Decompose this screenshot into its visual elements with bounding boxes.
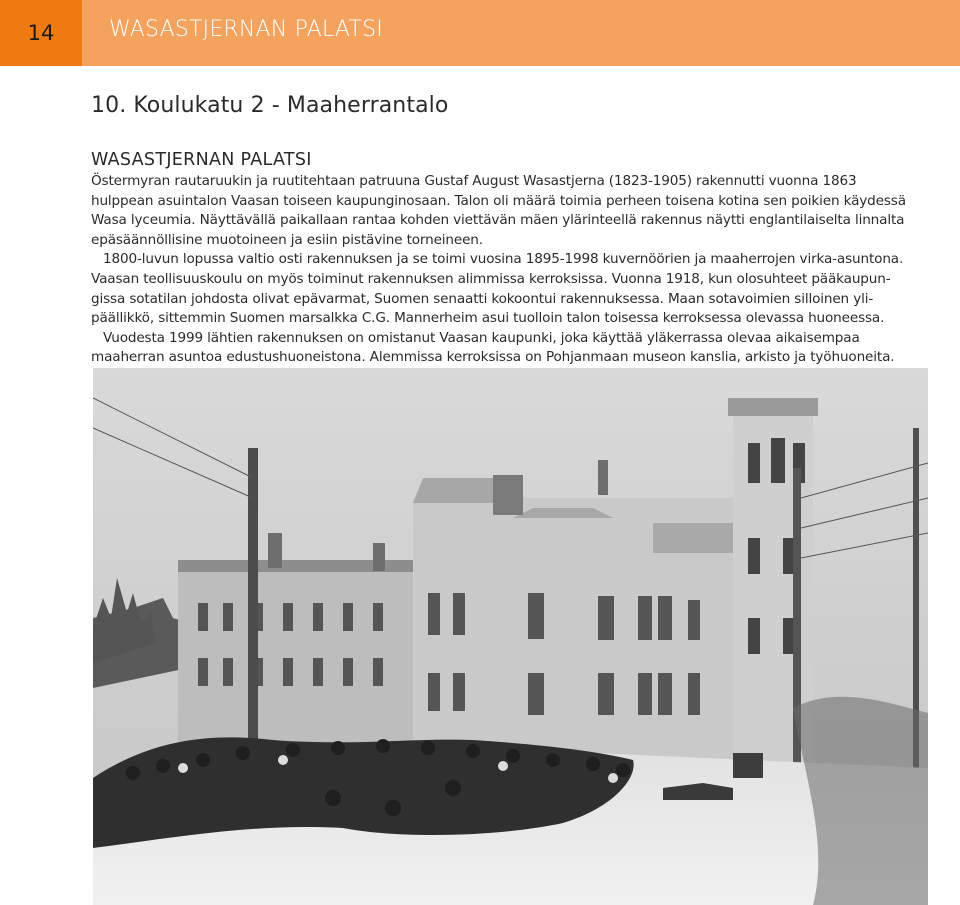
body-line: Vaasan teollisuuskoulu on myös toiminut rakennuksen alimmissa kerroksissa. Vuonna 1918, kun olosuhteet pääkaupun- xyxy=(91,270,891,287)
body-line: Östermyran rautaruukin ja ruutitehtaan patruuna Gustaf August Wasastjerna (1823-1905) rakennutti vuonna 1863 xyxy=(91,173,857,189)
body-line: gissa sotatilan johdosta olivat epävarmat, Suomen senaatti kokoontui rakennuksessa. Maan sotavoimien silloinen yli- xyxy=(91,290,874,307)
page-number-box xyxy=(0,0,82,66)
running-title: WASASTJERNAN PALATSI xyxy=(109,17,383,42)
body-line: Vuodesta 1999 lähtien rakennuksen on omistanut Vaasan kaupunki, joka käyttää yläkerrassa olevaa aikaisempaa xyxy=(103,329,860,346)
body-text xyxy=(91,172,906,368)
chapter-title: 10. Koulukatu 2 - Maaherrantalo xyxy=(91,93,449,118)
body-line: hulppean asuintalon Vaasan toiseen kaupunginosaan. Talon oli määrä toimia perheen toisena kotina sen poikien käydessä xyxy=(91,192,906,209)
page-number: 14 xyxy=(27,21,55,45)
historic-photo-illustration xyxy=(93,368,928,905)
section-heading: WASASTJERNAN PALATSI xyxy=(91,150,312,170)
body-line: Wasa lyceumia. Näyttävällä paikallaan rantaa kohden viettävän mäen ylärinteellä rakennus näytti englantilaiselta linnalta xyxy=(91,212,905,229)
body-line: maaherran asuntoa edustushuoneistona. Alemmissa kerroksissa on Pohjanmaan museon kanslia, arkisto ja työhuoneita. xyxy=(91,349,895,366)
body-line: epäsäännöllisine muotoineen ja esiin pistävine torneineen. xyxy=(91,231,483,248)
historic-photo xyxy=(93,368,928,905)
body-line: 1800-luvun lopussa valtio osti rakennuksen ja se toimi vuosina 1895-1998 kuvernöörien ja maaherrojen virka-asuntona. xyxy=(103,251,904,268)
body-line: päällikkö, sittemmin Suomen marsalkka C.G. Mannerheim asui tuolloin talon toisessa kerroksessa olevassa huoneessa. xyxy=(91,310,885,327)
